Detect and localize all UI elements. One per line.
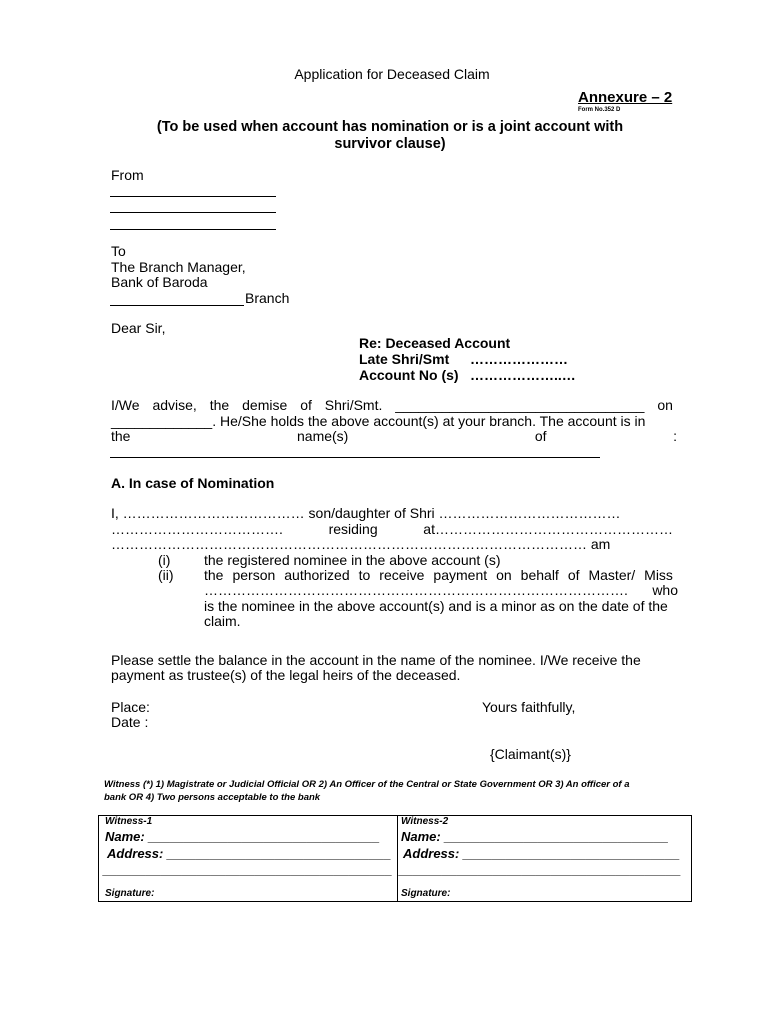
salutation: Dear Sir,: [111, 320, 166, 336]
nomination-line-3: ………………………………………………………………………………………… am: [111, 536, 611, 552]
from-line-3[interactable]: [110, 229, 276, 230]
witness-table-divider: [397, 815, 398, 901]
nomination-line-2: [111, 521, 673, 537]
item-ii-line-4: claim.: [204, 613, 241, 629]
advise-word: the: [111, 428, 131, 444]
date-label: Date :: [111, 714, 149, 730]
advise-line-1: [111, 397, 673, 413]
claimant-label: {Claimant(s)}: [490, 746, 571, 762]
nomination-word: residing: [328, 521, 378, 537]
witness-note-line-1: Witness (*) 1) Magistrate or Judicial Official OR 2) An Officer of the Central or State Government OR 3) An officer of a: [104, 779, 630, 790]
re-deceased-account: Re: Deceased Account: [359, 335, 511, 351]
witness-2-title: Witness-2: [401, 816, 449, 827]
advise-word: I/We: [111, 397, 140, 413]
item-i-number: (i): [158, 552, 171, 568]
witness-2-signature: Signature:: [401, 888, 451, 899]
yours-faithfully: Yours faithfully,: [482, 699, 576, 715]
page-title: Application for Deceased Claim: [294, 66, 490, 82]
witness-1-address-line-2[interactable]: ________________________________________: [103, 862, 393, 877]
form-number: Form No.352 D: [578, 107, 621, 113]
minor-name-dots[interactable]: ……………………………………………………………………………….: [204, 582, 628, 598]
item-i-text: the registered nominee in the above account (s): [204, 552, 501, 568]
advise-word: on: [657, 397, 673, 413]
item-ii-line-3: is the nominee in the above account(s) and is a minor as on the date of the: [204, 598, 668, 614]
from-label: From: [111, 167, 144, 183]
advise-word: of: [534, 428, 547, 444]
advise-word: of: [300, 397, 312, 413]
annexure-label: Annexure – 2: [578, 89, 673, 106]
witness-1-name-field[interactable]: Name: ________________________________: [105, 829, 380, 844]
subtitle-line-1: (To be used when account has nomination or is a joint account with: [156, 119, 624, 135]
item-ii-word: person: [232, 567, 276, 583]
bank-name: Bank of Baroda: [111, 274, 208, 290]
item-ii-line-2: [204, 582, 678, 598]
account-no-label: Account No (s): [359, 367, 459, 383]
item-ii-word: to: [358, 567, 371, 583]
witness-1-signature: Signature:: [105, 888, 155, 899]
advise-word: :: [673, 428, 677, 444]
settle-line-1: Please settle the balance in the account in the name of the nominee. I/We receive the: [111, 652, 641, 668]
late-shri-dots[interactable]: …………………: [470, 351, 568, 367]
item-ii-number: (ii): [158, 567, 174, 583]
branch-manager-label: The Branch Manager,: [111, 259, 246, 275]
advise-word: name(s): [297, 428, 349, 444]
advise-word: advise,: [152, 397, 197, 413]
item-ii-word: on: [496, 567, 512, 583]
section-a-heading: A. In case of Nomination: [111, 475, 275, 491]
settle-line-2: payment as trustee(s) of the legal heirs of the deceased.: [111, 667, 461, 683]
place-label: Place:: [111, 699, 150, 715]
to-label: To: [111, 243, 126, 259]
item-ii-word: Master/: [588, 567, 636, 583]
witness-1-title: Witness-1: [105, 816, 153, 827]
nominee-name-dots[interactable]: ……………………………….: [111, 521, 283, 537]
item-ii-line-1: [204, 567, 673, 583]
subtitle-line-2: survivor clause): [334, 136, 446, 152]
witness-2-address-line-2[interactable]: _______________________________________: [399, 862, 681, 877]
from-line-1[interactable]: [110, 196, 276, 197]
item-ii-word: behalf: [520, 567, 559, 583]
item-ii-word: Miss: [644, 567, 673, 583]
from-line-2[interactable]: [110, 212, 276, 213]
item-ii-word: of: [567, 567, 580, 583]
deceased-name-blank[interactable]: ________________________________: [395, 397, 645, 413]
advise-line-3: [111, 428, 677, 444]
branch-name-line[interactable]: [110, 305, 244, 306]
witness-1-address-field[interactable]: Address: _______________________________: [107, 846, 392, 861]
item-ii-word: who: [652, 582, 678, 598]
item-ii-word: authorized: [284, 567, 350, 583]
item-ii-word: the: [204, 567, 224, 583]
advise-word: the: [209, 397, 230, 413]
account-no-dots[interactable]: ………………..…: [470, 367, 576, 383]
witness-2-name-field[interactable]: Name: _______________________________: [401, 829, 669, 844]
advise-word: Shri/Smt.: [324, 397, 383, 413]
item-ii-word: payment: [433, 567, 488, 583]
branch-label: Branch: [245, 290, 290, 306]
account-holders-line[interactable]: [110, 457, 600, 458]
advise-line-2: _____________. He/She holds the above account(s) at your branch. The account is in: [111, 413, 646, 429]
late-shri-label: Late Shri/Smt: [359, 351, 450, 367]
witness-2-address-field[interactable]: Address: ______________________________: [403, 846, 680, 861]
witness-note-line-2: bank OR 4) Two persons acceptable to the bank: [104, 792, 321, 803]
item-ii-word: receive: [379, 567, 425, 583]
address-dots[interactable]: at……………………………………………: [423, 521, 673, 537]
advise-word: demise: [242, 397, 288, 413]
nomination-line-1: I, ………………………………… son/daughter of Shri …………………………………: [111, 505, 621, 521]
